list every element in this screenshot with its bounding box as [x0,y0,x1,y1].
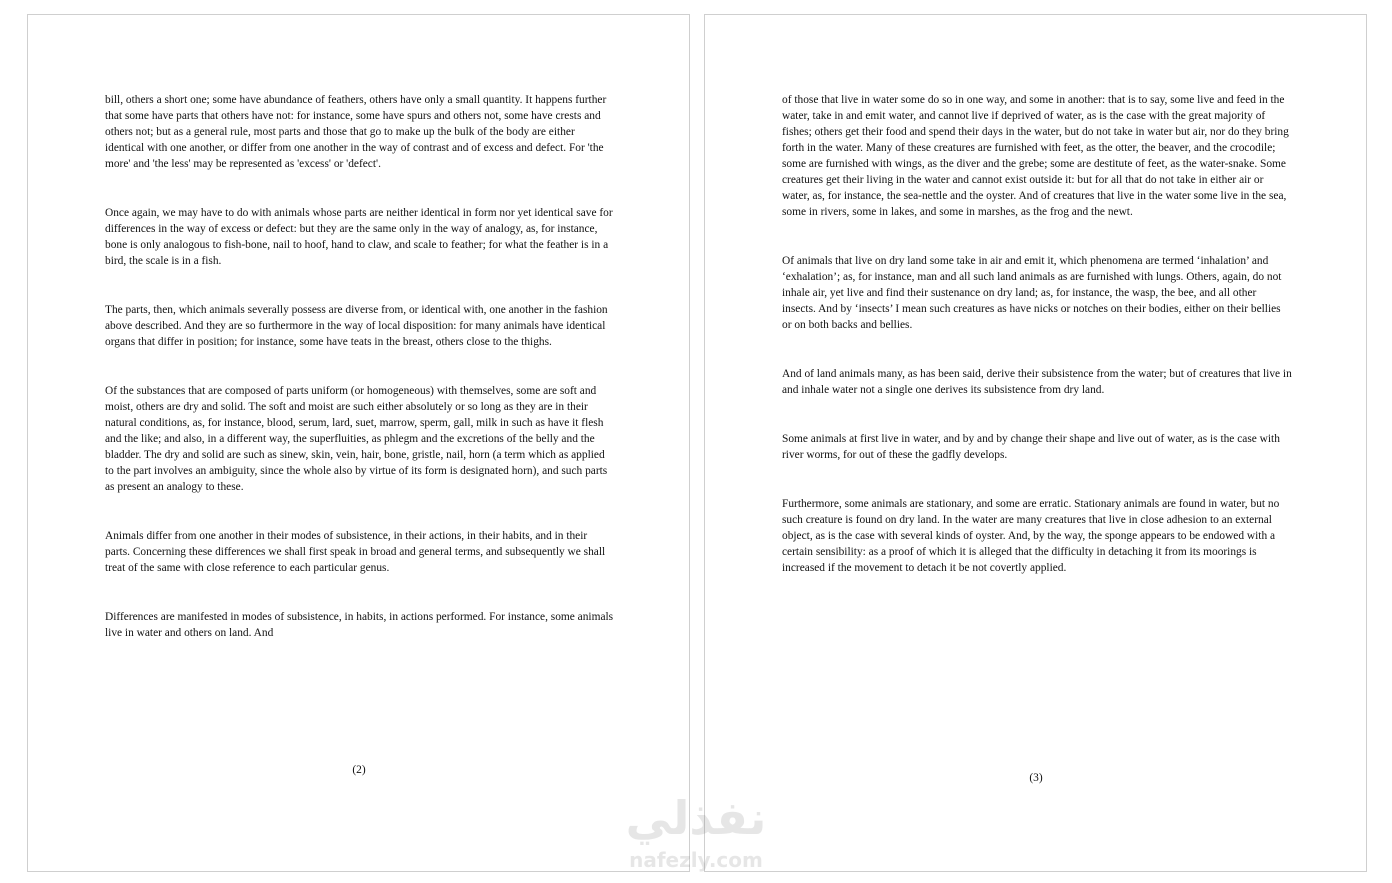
paragraph: And of land animals many, as has been said, derive their subsistence from the water; but of creatures that live in and inhale water not a single one derives its subsistence from dry land. [782,368,1292,396]
paragraph: of those that live in water some do so in one way, and some in another: that is to say, some live and feed in the water, take in and emit water, and cannot live if deprived of water, as is the case with the great majority of fishes; others get their food and spend their days in the water, but do not take in water but air, nor do they bring forth in the water. Many of these creatures are furnished with feet, as the otter, the beaver, and the crocodile; some are furnished with wings, as the diver and the grebe; some are destitute of feet, as the water-snake. Some creatures get their living in the water and cannot exist outside it: but for all that do not take in either air or water, as, for instance, the sea-nettle and the oyster. And of creatures that live in the water some live in the sea, some in rivers, some in lakes, and some in marshes, as the frog and the newt. [782,94,1289,218]
paragraph: Some animals at first live in water, and by and by change their shape and live out of water, as is the case with river worms, for out of these the gadfly develops. [782,433,1280,461]
document-page-2 [27,14,690,872]
paragraph: bill, others a short one; some have abundance of feathers, others have only a small quantity. It happens further that some have parts that others have not: for instance, some have spurs and others not, some have crests and others not; but as a general rule, most parts and those that go to make up the bulk of the body are either identical with one another, or differ from one another in the way of contrast and of excess and defect. For 'the more' and 'the less' may be represented as 'excess' or 'defect'. [105,94,607,170]
paragraph: Of animals that live on dry land some take in air and emit it, which phenomena are termed ‘inhalation’ and ‘exhalation’; as, for instance, man and all such land animals as are furnished with lungs. Others, again, do not inhale air, yet live and find their sustenance on dry land; as, for instance, the wasp, the bee, and all other insects. And by ‘insects’ I mean such creatures as have nicks or notches on their bodies, either on their bellies or on both backs and bellies. [782,255,1282,331]
paragraph: Furthermore, some animals are stationary, and some are erratic. Stationary animals are found in water, but no such creature is found on dry land. In the water are many creatures that live in close adhesion to an external object, as is the case with several kinds of oyster. And, by the way, the sponge appears to be endowed with a certain sensibility: as a proof of which it is alleged that the difficulty in detaching it from its moorings is increased if the movement to detach it be not covertly applied. [782,498,1280,574]
paragraph: Once again, we may have to do with animals whose parts are neither identical in form nor yet identical save for differences in the way of excess or defect: but they are the same only in the way of analogy, as, for instance, bone is only analogous to fish-bone, nail to hoof, hand to claw, and scale to feather; for what the feather is in a bird, the scale is in a fish. [105,207,613,267]
page-body-text [105,92,615,674]
watermark-arabic-text: نفذلي [625,791,767,845]
paragraph: Animals differ from one another in their modes of subsistence, in their actions, in their habits, and in their parts. Concerning these differences we shall first speak in broad and general terms, and subsequently we shall treat of the same with close reference to each particular genus. [105,530,606,574]
page-number: (3) [1029,772,1043,784]
paragraph: Of the substances that are composed of parts uniform (or homogeneous) with themselves, some are soft and moist, others are dry and solid. The soft and moist are such either absolutely or so long as they are in their natural conditions, as, for instance, blood, serum, lard, suet, marrow, sperm, gall, milk in such as have it flesh and the like; and also, in a different way, the superfluities, as phlegm and the excretions of the belly and the bladder. The dry and solid are such as sinew, skin, vein, hair, bone, gristle, nail, horn (a term which as applied to the part involves an ambiguity, since the whole also by virtue of its form is designated horn), and such parts as present an analogy to these. [105,385,608,493]
watermark-latin-text: nafezly.com [629,848,763,872]
paragraph: The parts, then, which animals severally possess are diverse from, or identical with, one another in the fashion above described. And they are so furthermore in the way of local disposition: for many animals have identical organs that differ in position; for instance, some have teats in the breast, others close to the thighs. [105,304,608,348]
page-body-text [782,92,1292,609]
page-number: (2) [352,764,366,776]
document-page-3 [704,14,1367,872]
paragraph: Differences are manifested in modes of subsistence, in habits, in actions performed. For instance, some animals live in water and others on land. And [105,611,614,639]
